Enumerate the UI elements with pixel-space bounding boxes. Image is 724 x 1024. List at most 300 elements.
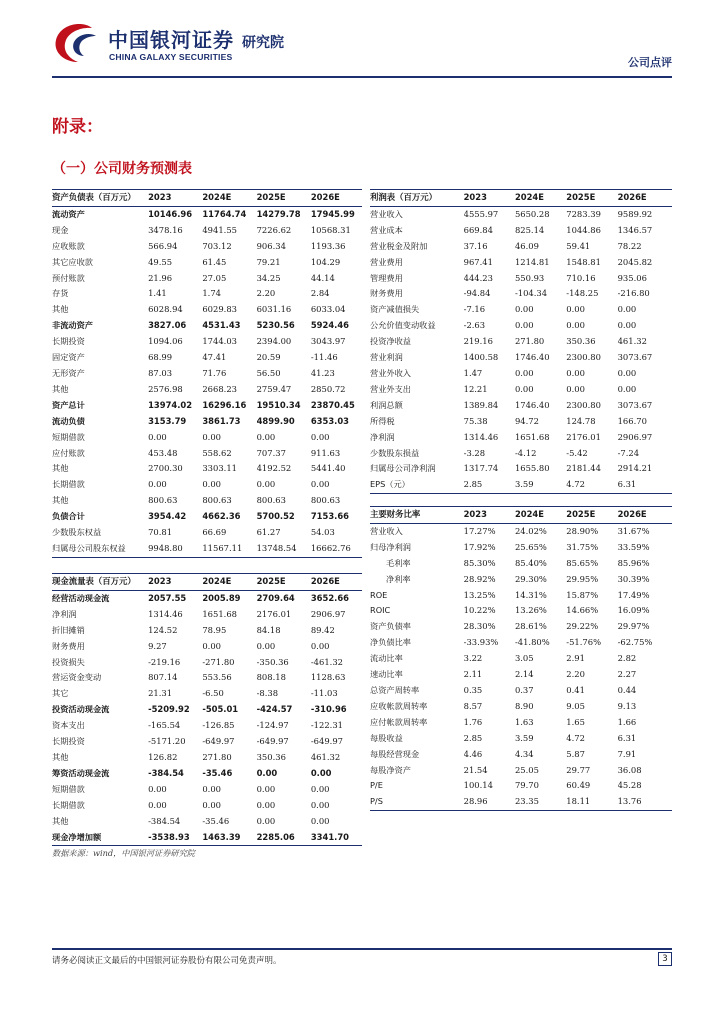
value-cell: 1.76 [463,716,483,727]
value-cell: -7.24 [617,447,640,458]
row-label: 营业收入 [370,525,403,536]
value-cell: 6033.04 [310,304,346,315]
value-cell: 21.54 [463,764,488,775]
value-cell: 4.34 [514,748,534,759]
value-cell: 27.05 [202,272,227,283]
table-row [52,702,362,718]
value-cell: 0.00 [514,320,534,331]
year-header-cell: 2023 [464,507,515,524]
value-cell: 800.63 [202,495,232,506]
value-cell: -5.42 [566,447,588,458]
value-cell: 124.78 [566,415,596,426]
row-label: 现金净增加额 [52,830,148,846]
table-row [52,541,362,557]
value-cell: 7.91 [617,748,637,759]
value-cell: 13974.02 [148,399,193,410]
value-cell: 46.09 [514,240,539,251]
value-cell: 71.76 [202,367,227,378]
cash-flow-table [52,573,362,846]
table-row [370,794,672,810]
row-label: EPS（元） [370,477,464,493]
value-cell: 1651.68 [514,431,550,442]
value-cell: 21.31 [148,688,173,699]
row-label: 其他 [52,383,69,394]
value-cell: 10568.31 [310,224,351,235]
table-row [370,477,672,493]
table-row [370,699,672,715]
value-cell: 94.72 [514,415,539,426]
value-cell: 1193.36 [310,240,346,251]
galaxy-logo-icon [52,22,100,66]
value-cell: 28.30% [463,621,496,632]
row-label: 归母净利润 [370,541,411,552]
table-row [52,734,362,750]
value-cell: -5209.92 [148,704,190,715]
value-cell: 59.41 [566,240,591,251]
value-cell: 4192.52 [256,463,292,474]
value-cell: 41.23 [310,367,335,378]
row-label: 其他 [52,463,69,474]
value-cell: 0.00 [148,799,167,810]
value-cell: 1.65 [566,716,585,727]
table-row [52,670,362,686]
row-label: P/E [370,780,383,791]
value-cell: 85.40% [514,557,547,568]
value-cell: 0.00 [256,479,276,490]
value-cell: 6.31 [618,477,672,493]
table-row [370,461,672,477]
table-row [52,446,362,462]
table-row [52,590,362,606]
value-cell: 1.47 [463,367,483,378]
value-cell: 1463.39 [202,830,256,846]
value-cell: 0.35 [463,684,483,695]
table-row [370,683,672,699]
table-header-row [370,507,672,524]
value-cell: 29.95% [566,573,599,584]
value-cell: 1317.74 [463,463,499,474]
value-cell: -2.63 [463,320,486,331]
row-label: 流动负债 [52,415,85,426]
value-cell: 25.05 [514,764,539,775]
year-header-cell: 2026E [311,574,362,591]
year-header-cell: 2026E [618,507,672,524]
row-label: 长期投资 [52,336,85,347]
value-cell: 5.87 [566,748,585,759]
value-cell: 807.14 [148,672,178,683]
value-cell: 28.92% [463,573,496,584]
table-row [370,731,672,747]
row-label: 其他 [52,815,69,826]
value-cell: 0.44 [617,684,637,695]
value-cell: 13.25% [463,589,496,600]
row-label: 营运资金变动 [52,672,102,683]
row-label: 净负债比率 [370,637,411,648]
value-cell: 13.26% [514,605,547,616]
value-cell: 553.56 [202,672,232,683]
value-cell: 7226.62 [256,224,292,235]
year-header-cell: 2023 [148,574,202,591]
value-cell: 61.45 [202,256,227,267]
value-cell: 0.00 [256,431,276,442]
table-row [370,619,672,635]
value-cell: 9948.80 [148,541,202,557]
table-row [370,382,672,398]
table-row [52,398,362,414]
value-cell: 800.63 [256,495,286,506]
value-cell: 56.50 [256,367,281,378]
value-cell: 87.03 [148,367,173,378]
income-statement-table [370,189,672,494]
row-label: 资产负债率 [370,621,411,632]
value-cell: 4941.55 [202,224,237,235]
row-label: 其它应收款 [52,256,93,267]
row-label: 投资损失 [52,656,85,667]
value-cell: 4.72 [566,732,585,743]
value-cell: 0.00 [148,783,167,794]
value-cell: 7283.39 [566,208,601,219]
value-cell: 11567.11 [202,541,256,557]
value-cell: -6.50 [202,688,224,699]
value-cell: 2.20 [566,669,585,680]
table-row [52,318,362,334]
value-cell: 0.00 [256,799,276,810]
year-header-cell: 2023 [464,190,515,207]
value-cell: 85.65% [566,557,599,568]
value-cell: 0.00 [310,640,330,651]
value-cell: -649.97 [256,736,289,747]
value-cell: 2300.80 [566,352,601,363]
value-cell: 3478.16 [148,224,183,235]
value-cell: 0.00 [617,320,637,331]
value-cell: 9589.92 [617,208,653,219]
value-cell: 124.52 [148,624,178,635]
value-cell: 126.82 [148,751,178,762]
value-cell: 800.63 [148,495,178,506]
value-cell: 271.80 [202,751,232,762]
table-row [52,509,362,525]
value-cell: 1655.80 [514,463,550,474]
row-label: 折旧摊销 [52,624,85,635]
year-header-cell: 2024E [515,507,566,524]
value-cell: 2.27 [617,669,637,680]
value-cell: 0.00 [566,367,585,378]
value-cell: 13748.54 [257,541,311,557]
row-label: 投资净收益 [370,336,411,347]
row-label: 净利润 [52,608,77,619]
value-cell: 3954.42 [148,511,187,522]
value-cell: 8.57 [463,700,483,711]
table-row [370,635,672,651]
value-cell: -62.75% [617,637,653,648]
value-cell: 6.31 [617,732,637,743]
value-cell: 0.00 [202,431,221,442]
value-cell: 29.97% [617,621,650,632]
value-cell: 1214.81 [514,256,550,267]
value-cell: -94.84 [463,288,491,299]
value-cell: 3073.67 [617,352,653,363]
value-cell: -7.16 [463,304,486,315]
value-cell: 0.00 [514,367,534,378]
year-header-cell: 2024E [202,190,256,207]
value-cell: 0.00 [617,367,637,378]
value-cell: -41.80% [514,637,550,648]
value-cell: 2850.72 [310,383,346,394]
row-label: 利润总额 [370,399,403,410]
table-row [52,798,362,814]
balance-sheet-table [52,189,362,558]
value-cell: 7153.66 [310,511,349,522]
table-row [52,830,362,846]
value-cell: 25.65% [514,541,547,552]
value-cell: 0.00 [202,783,221,794]
value-cell: 70.81 [148,527,173,538]
table-row [52,350,362,366]
value-cell: 78.95 [202,624,227,635]
value-cell: 44.14 [310,272,335,283]
value-cell: 4531.43 [202,320,241,331]
value-cell: 31.67% [617,525,650,536]
year-header-cell: 2025E [257,574,311,591]
table-row [370,334,672,350]
value-cell: -505.01 [202,704,239,715]
table-title-cell: 主要财务比率 [370,507,464,524]
value-cell: 1346.57 [617,224,653,235]
value-cell: 911.63 [310,447,341,458]
value-cell: 350.36 [256,751,286,762]
value-cell: 444.23 [463,272,493,283]
value-cell: -11.46 [310,352,338,363]
row-label: 其他 [52,495,69,506]
row-label: 短期借款 [52,431,85,442]
value-cell: 14279.78 [256,208,301,219]
table-row [52,223,362,239]
value-cell: 28.96 [464,794,515,810]
row-label: 存货 [52,288,69,299]
value-cell: 1314.46 [148,608,183,619]
year-header-cell: 2025E [566,507,617,524]
table-row [370,540,672,556]
value-cell: 5230.56 [256,320,295,331]
value-cell: 11764.74 [202,208,247,219]
value-cell: -424.57 [256,704,293,715]
row-label: 净利润 [370,431,395,442]
table-row [52,686,362,702]
document-type: 公司点评 [628,56,672,69]
row-label: 营业利润 [370,352,403,363]
value-cell: 1389.84 [463,399,499,410]
row-label: 少数股东权益 [52,527,102,538]
table-row [370,350,672,366]
value-cell: 17.27% [463,525,496,536]
value-cell: 2.85 [464,477,515,493]
value-cell: 1400.58 [463,352,499,363]
value-cell: 5441.40 [310,463,346,474]
table-row [52,814,362,830]
row-label: 每股净资产 [370,764,411,775]
value-cell: 0.00 [514,304,534,315]
value-cell: -649.97 [310,736,343,747]
value-cell: 0.00 [310,479,330,490]
table-row [52,271,362,287]
value-cell: 0.00 [148,479,167,490]
value-cell: -11.03 [310,688,338,699]
value-cell: 2.91 [566,653,585,664]
table-row [52,286,362,302]
table-row [370,255,672,271]
table-header-row [370,190,672,207]
row-label: 财务费用 [52,640,85,651]
row-label: 每股经营现金 [370,748,420,759]
value-cell: -148.25 [566,288,599,299]
value-cell: 800.63 [310,495,341,506]
value-cell: 0.00 [566,320,585,331]
table-row [370,446,672,462]
row-label: 长期借款 [52,799,85,810]
value-cell: 6029.83 [202,304,237,315]
value-cell: 935.06 [617,272,647,283]
year-header-cell: 2024E [202,574,256,591]
value-cell: 2.14 [514,669,534,680]
table-row [370,747,672,763]
value-cell: 19510.34 [256,399,301,410]
value-cell: 10.22% [463,605,496,616]
table-row [370,603,672,619]
value-cell: -3.28 [463,447,486,458]
table-row [52,414,362,430]
value-cell: 350.36 [566,336,596,347]
value-cell: 28.90% [566,525,599,536]
value-cell: 29.22% [566,621,599,632]
value-cell: 825.14 [514,224,545,235]
table-row [52,525,362,541]
value-cell: 6353.03 [310,415,349,426]
value-cell: 453.48 [148,447,178,458]
value-cell: 1.41 [148,288,167,299]
row-label: 投资活动现金流 [52,704,110,715]
disclaimer-text: 请务必阅读正文最后的中国银河证券股份有限公司免责声明。 [52,956,282,966]
row-label: 营业成本 [370,224,403,235]
value-cell: 0.00 [310,431,330,442]
value-cell: 808.18 [256,672,286,683]
row-label: ROE [370,589,388,600]
row-label: 其他 [52,751,69,762]
value-cell: -51.76% [566,637,602,648]
value-cell: 166.70 [617,415,647,426]
value-cell: 2005.89 [202,592,241,603]
value-cell: 707.37 [256,447,286,458]
row-label: 无形资产 [52,367,85,378]
value-cell: 3.59 [515,477,566,493]
value-cell: 2181.44 [566,463,601,474]
value-cell: -35.46 [202,815,230,826]
value-cell: 5924.46 [310,320,349,331]
value-cell: 9.27 [148,640,167,651]
table-row [370,556,672,572]
value-cell: -310.96 [310,704,347,715]
value-cell: -219.16 [148,656,181,667]
value-cell: 12.21 [463,383,488,394]
data-source-note: 数据来源：wind，中国银河证券研究院 [52,848,195,858]
row-label: 公允价值变动收益 [370,320,436,331]
row-label: 现金 [52,224,69,235]
value-cell: 0.00 [617,304,637,315]
value-cell: 54.03 [310,527,335,538]
value-cell: 4555.97 [463,208,499,219]
value-cell: -384.54 [148,815,181,826]
table-row [52,623,362,639]
value-cell: 34.25 [256,272,281,283]
row-label: 毛利率 [386,557,411,568]
row-label: 所得税 [370,415,395,426]
row-label: 速动比率 [370,669,403,680]
value-cell: 2914.21 [617,463,653,474]
value-cell: 0.00 [310,799,330,810]
appendix-title: 附录： [52,117,103,137]
value-cell: 2176.01 [256,608,292,619]
value-cell: 14.66% [566,605,599,616]
value-cell: -165.54 [148,720,181,731]
value-cell: 4.72 [566,477,617,493]
value-cell: 461.32 [617,336,647,347]
table-row [52,655,362,671]
value-cell: -384.54 [148,767,184,778]
year-header-cell: 2025E [566,190,617,207]
value-cell: 1.63 [514,716,534,727]
value-cell: 1.74 [202,288,221,299]
value-cell: 36.08 [617,764,642,775]
value-cell: -124.97 [256,720,289,731]
row-label: 应收账款 [52,240,85,251]
value-cell: -104.34 [514,288,548,299]
value-cell: -33.93% [463,637,499,648]
report-header [52,22,672,74]
value-cell: 0.00 [617,383,637,394]
row-label: 流动资产 [52,208,85,219]
table-title-cell: 现金流量表（百万元） [52,574,148,591]
row-label: P/S [370,794,464,810]
value-cell: 18.11 [566,794,617,810]
value-cell: 1.66 [617,716,637,727]
value-cell: 85.30% [463,557,496,568]
value-cell: 10146.96 [148,208,193,219]
value-cell: 0.00 [202,799,221,810]
table-row [52,766,362,782]
table-row [52,366,362,382]
table-row [52,255,362,271]
value-cell: 79.70 [514,780,539,791]
table-row [52,206,362,222]
row-label: 长期投资 [52,736,85,747]
value-cell: 2576.98 [148,383,183,394]
value-cell: 2709.64 [256,592,295,603]
row-label: 净利率 [386,573,411,584]
row-label: 营业费用 [370,256,403,267]
key-ratios-table [370,506,672,811]
institute-label: 研究院 [242,35,284,51]
value-cell: 17.92% [463,541,496,552]
table-row [52,334,362,350]
table-row [52,639,362,655]
value-cell: -4.12 [514,447,537,458]
value-cell: 61.27 [256,527,281,538]
value-cell: 100.14 [463,780,493,791]
value-cell: -5171.20 [148,736,186,747]
value-cell: 1128.63 [310,672,346,683]
table-row [370,572,672,588]
row-label: 应付帐款周转率 [370,716,428,727]
table-row [370,223,672,239]
